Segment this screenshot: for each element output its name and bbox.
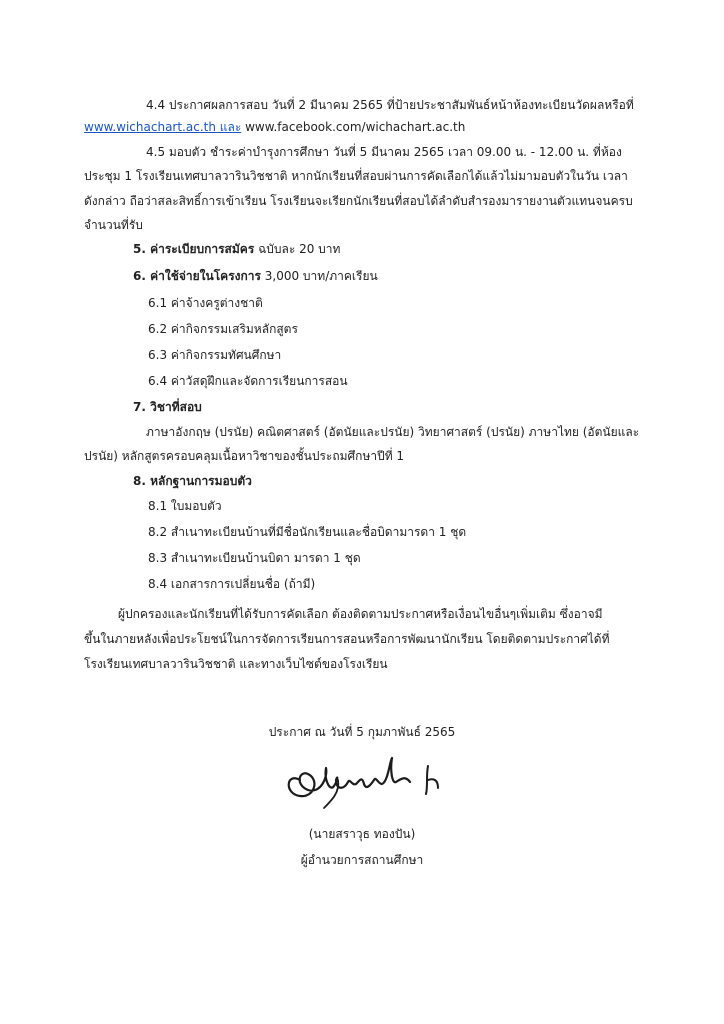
signer-title: ผู้อำนวยการสถานศึกษา xyxy=(300,853,424,867)
announce-date: ประกาศ ณ วันที่ 5 กุมภาพันธ์ 2565 xyxy=(268,725,456,739)
section-8-item: 8.4 เอกสารการเปลี่ยนชื่อ (ถ้ามี) xyxy=(148,577,316,591)
closing-line-2: ขึ้นในภายหลังเพื่อประโยชน์ในการจัดการเรียนการสอนหรือการพัฒนานักเรียน โดยติดตามประกาศได้ที่ xyxy=(84,632,610,646)
section-7-line-1: ภาษาอังกฤษ (ปรนัย) คณิตศาสตร์ (อัตนัยและปรนัย) วิทยาศาสตร์ (ปรนัย) ภาษาไทย (อัตนัยและ xyxy=(146,425,640,439)
signer-name: (นายสราวุธ ทองปัน) xyxy=(308,827,416,841)
section-8-heading: 8. หลักฐานการมอบตัว xyxy=(133,474,252,488)
section-5 xyxy=(133,241,340,257)
closing-line-3: โรงเรียนเทศบาลวารินวิชชาติ และทางเว็บไซต์ของโรงเรียน xyxy=(84,657,388,671)
section-7-heading: 7. วิชาที่สอบ xyxy=(133,400,202,414)
section-6-item: 6.1 ค่าจ้างครูต่างชาติ xyxy=(148,296,263,310)
section-4-5-line-4: จำนวนที่รับ xyxy=(84,218,143,232)
section-4-5-line-2: ประชุม 1 โรงเรียนเทศบาลวารินวิชชาติ หากนักเรียนที่สอบผ่านการคัดเลือกได้แล้วไม่มามอบตัวในวัน เวลา xyxy=(84,169,628,183)
section-4-4-line-2 xyxy=(84,119,465,135)
closing-line-1: ผู้ปกครองและนักเรียนที่ได้รับการคัดเลือก ต้องติดตามประกาศหรือเงื่อนไขอื่นๆเพิ่มเติม ซึ่งอาจมี xyxy=(118,607,603,621)
section-6-text: 3,000 บาท/ภาคเรียน xyxy=(260,269,378,283)
section-6-heading: 6. ค่าใช้จ่ายในโครงการ xyxy=(133,269,261,283)
section-4-5-line-1: 4.5 มอบตัว ชำระค่าบำรุงการศึกษา วันที่ 5 มีนาคม 2565 เวลา 09.00 น. - 12.00 น. ที่ห้อง xyxy=(146,145,622,159)
section-5-heading: 5. ค่าระเบียบการสมัคร xyxy=(133,242,255,256)
section-6-item: 6.4 ค่าวัสดุฝึกและจัดการเรียนการสอน xyxy=(148,374,348,388)
section-5-text: ฉบับละ 20 บาท xyxy=(254,242,341,256)
school-website-link[interactable]: www.wichachart.ac.th และ xyxy=(84,120,242,134)
section-8-item: 8.1 ใบมอบตัว xyxy=(148,499,222,513)
section-6-item: 6.2 ค่ากิจกรรมเสริมหลักสูตร xyxy=(148,322,298,336)
section-4-4-line-1: 4.4 ประกาศผลการสอบ วันที่ 2 มีนาคม 2565 ที่ป้ายประชาสัมพันธ์หน้าห้องทะเบียนวัดผลหรือที่ xyxy=(146,98,634,112)
signature-image xyxy=(278,750,448,820)
facebook-url: www.facebook.com/wichachart.ac.th xyxy=(241,120,466,134)
section-4-5-line-3: ดังกล่าว ถือว่าสละสิทธิ์การเข้าเรียน โรงเรียนจะเรียกนักเรียนที่สอบได้ลำดับสำรองมารายงานตัวแทนจนครบ xyxy=(84,194,633,208)
section-7-line-2: ปรนัย) หลักสูตรครอบคลุมเนื้อหาวิชาของชั้นประถมศึกษาปีที่ 1 xyxy=(84,449,405,463)
section-6-item: 6.3 ค่ากิจกรรมทัศนศึกษา xyxy=(148,348,282,362)
section-8-item: 8.2 สำเนาทะเบียนบ้านที่มีชื่อนักเรียนและชื่อบิดามารดา 1 ชุด xyxy=(148,525,467,539)
section-6 xyxy=(133,268,378,284)
section-8-item: 8.3 สำเนาทะเบียนบ้านบิดา มารดา 1 ชุด xyxy=(148,551,361,565)
